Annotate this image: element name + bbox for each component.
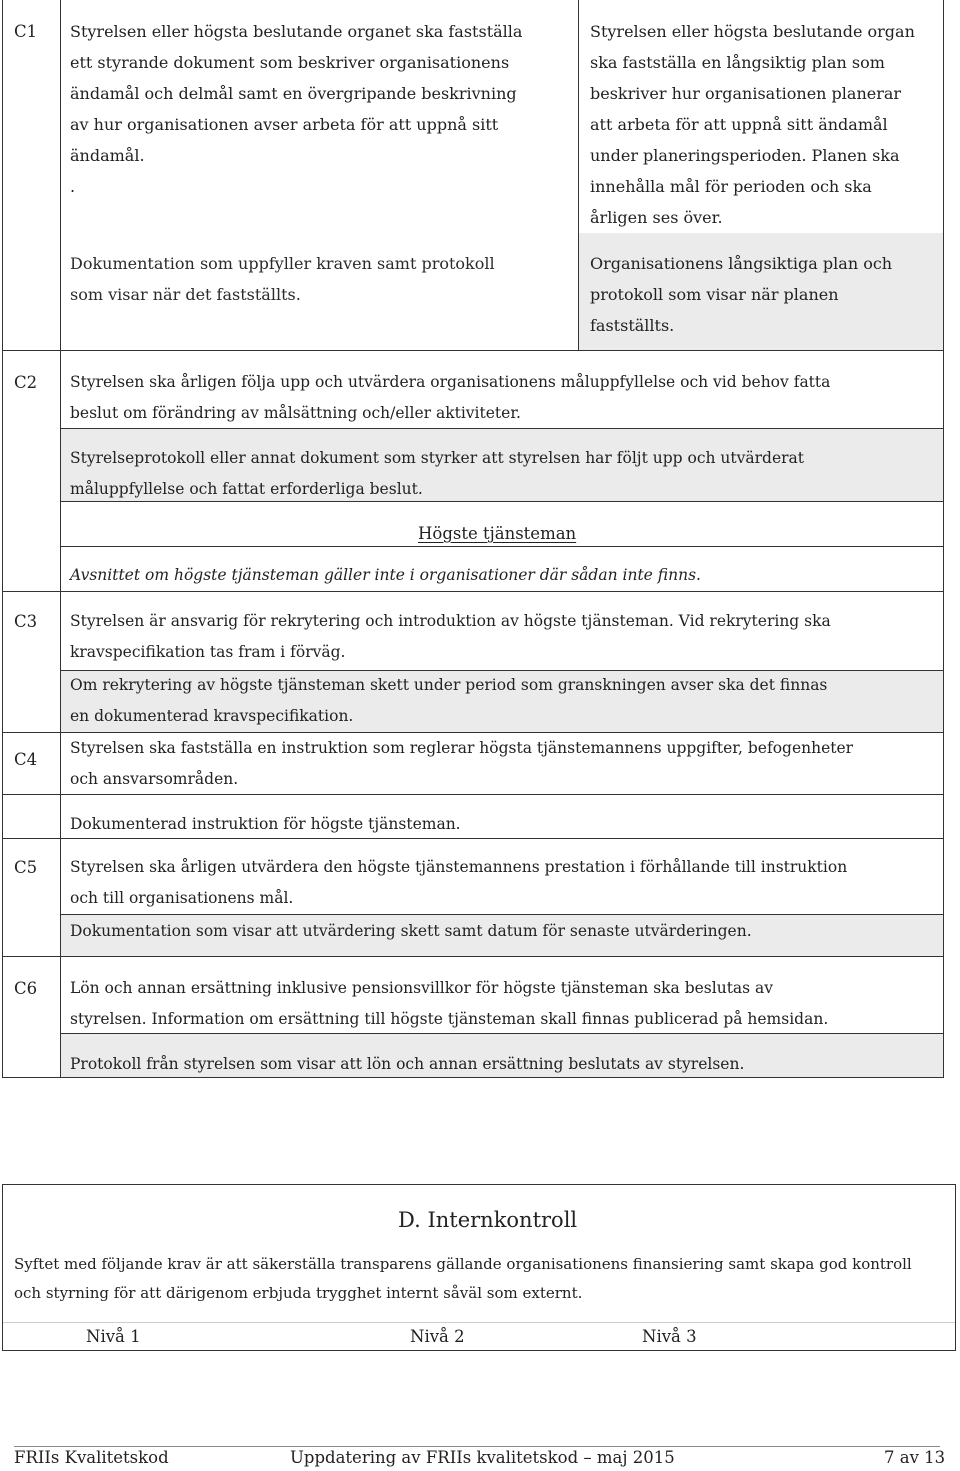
section-note: Avsnittet om högste tjänsteman gäller inte i organisationer där sådan inte finns.: [70, 566, 701, 584]
rule-after-c1: [2, 350, 944, 351]
c4-documentation: Dokumenterad instruktion för högste tjänsteman.: [70, 815, 461, 833]
footer-page-number: 7 av 13: [884, 1448, 946, 1467]
rule-c5-documentation-top: [60, 914, 944, 915]
table-code-column-border: [60, 0, 61, 1078]
footer-center: Uppdatering av FRIIs kvalitetskod – maj 2015: [290, 1448, 675, 1467]
section-d-title: D. Internkontroll: [398, 1208, 578, 1232]
footer-left: FRIIs Kvalitetskod: [14, 1448, 169, 1467]
requirement-code-c2: C2: [14, 373, 38, 392]
c4-requirement: Styrelsen ska fastställa en instruktion som reglerar högsta tjänstemannens uppgifter, befogenheter och ansvarsområden.: [70, 739, 854, 788]
section-heading-hogste-tjansteman: Högste tjänsteman: [418, 524, 577, 543]
c3-requirement: Styrelsen är ansvarig för rekrytering och introduktion av högste tjänsteman. Vid rekrytering ska kravspecifikation tas fram i förväg.: [70, 612, 831, 661]
requirement-code-c5: C5: [14, 858, 38, 877]
table-right-border: [943, 0, 944, 1078]
c5-requirement: Styrelsen ska årligen utvärdera den högste tjänstemannens prestation i förhållande till instruktion och till organisationens mål.: [70, 858, 848, 907]
level-3-label: Nivå 3: [642, 1327, 697, 1346]
c6-requirement: Lön och annan ersättning inklusive pensionsvillkor för högste tjänsteman ska beslutas av styrelsen. Information om ersättning till högste tjänsteman skall finnas publicerad på hemsidan.: [70, 979, 829, 1028]
levels-row-divider: [3, 1322, 955, 1323]
level-1-label: Nivå 1: [86, 1327, 141, 1346]
c2-documentation: Styrelseprotokoll eller annat dokument som styrker att styrelsen har följt upp och utvärderat måluppfyllelse och fattat erforderliga beslut.: [70, 449, 805, 498]
rule-heading-bottom: [60, 546, 944, 547]
c1-right-requirement: Styrelsen eller högsta beslutande organ ska fastställa en långsiktig plan som beskriver hur organisationen planerar att arbeta för att uppnå sitt ändamål under planeringsperioden. Planen ska innehålla mål för perioden och ska årligen ses över.: [590, 22, 915, 227]
requirement-code-c1: C1: [14, 22, 38, 41]
section-d-intro: Syftet med följande krav är att säkerställa transparens gällande organisationens finansiering samt skapa god kontroll och styrning för att därigenom erbjuda trygghet internt såväl som externt.: [14, 1255, 912, 1302]
c2-requirement: Styrelsen ska årligen följa upp och utvärdera organisationens måluppfyllelse och vid behov fatta beslut om förändring av målsättning och/eller aktiviteter.: [70, 373, 831, 422]
c1-left-requirement: Styrelsen eller högsta beslutande organet ska fastställa ett styrande dokument som beskriver organisationens ändamål och delmål samt en övergripande beskrivning av hur organisationen avser arbeta för att uppnå sitt ändamål. .: [70, 22, 523, 196]
c1-right-documentation: Organisationens långsiktiga plan och protokoll som visar när planen fastställts.: [590, 254, 893, 335]
requirement-code-c3: C3: [14, 612, 38, 631]
c5-documentation: Dokumentation som visar att utvärdering skett samt datum för senaste utvärderingen.: [70, 922, 752, 940]
c1-left-documentation: Dokumentation som uppfyller kraven samt protokoll som visar när det fastställts.: [70, 254, 495, 304]
c6-documentation: Protokoll från styrelsen som visar att lön och annan ersättning beslutats av styrelsen.: [70, 1055, 745, 1073]
requirement-code-c4: C4: [14, 750, 38, 769]
table-left-border: [2, 0, 3, 1078]
rule-after-note: [2, 591, 944, 592]
c3-documentation: Om rekrytering av högste tjänsteman skett under period som granskningen avser ska det finnas en dokumenterad kravspecifikation.: [70, 676, 828, 725]
requirement-code-c6: C6: [14, 979, 38, 998]
level-2-label: Nivå 2: [410, 1327, 465, 1346]
rule-after-c5: [2, 956, 944, 957]
c1-column-divider: [578, 0, 579, 350]
